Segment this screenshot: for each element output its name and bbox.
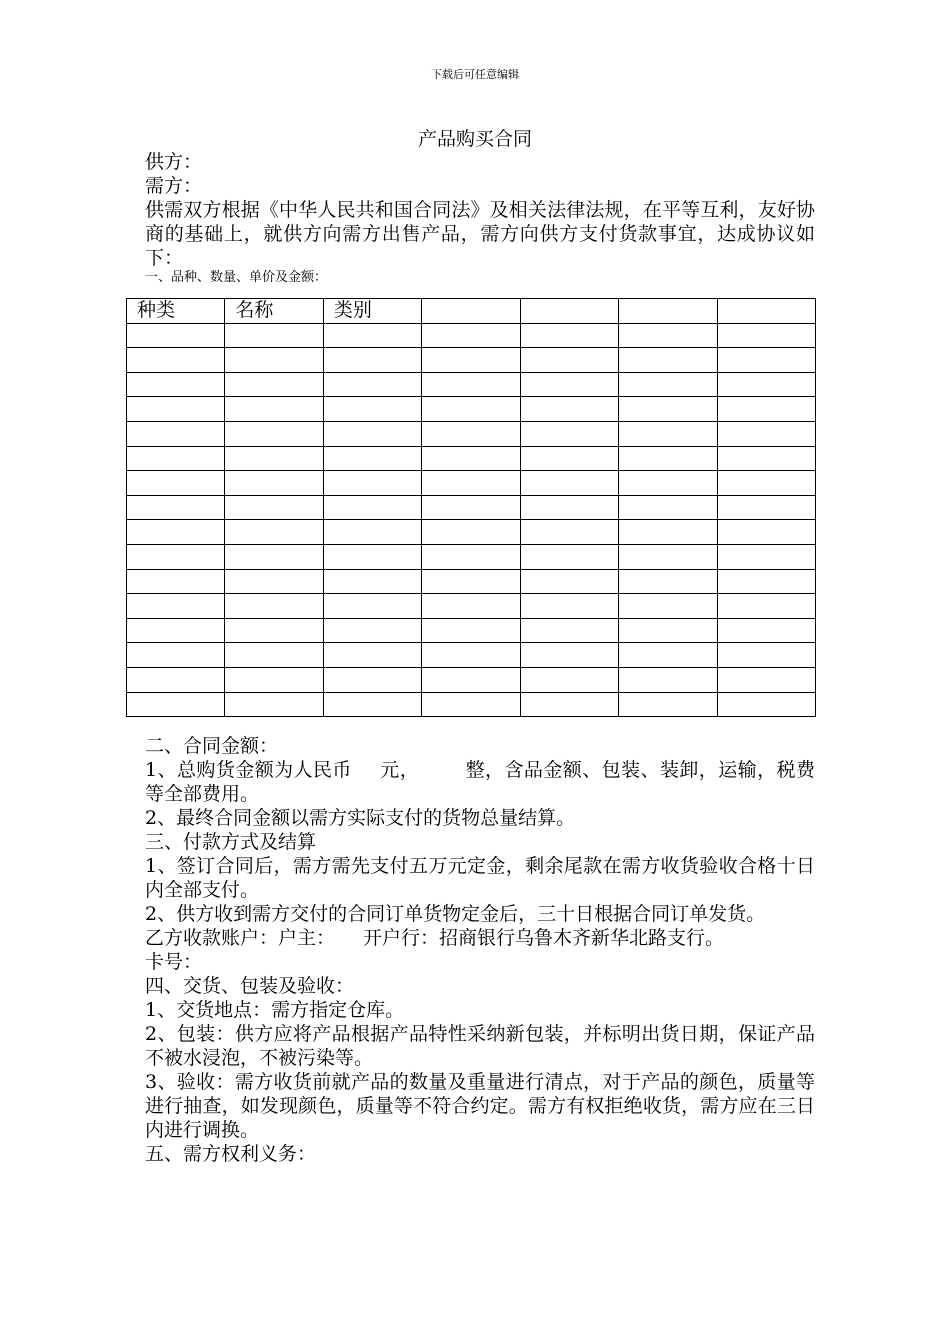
table-cell [225, 471, 323, 496]
table-cell [225, 372, 323, 397]
table-cell [225, 520, 323, 545]
table-cell [422, 372, 520, 397]
table-cell [323, 372, 421, 397]
table-cell [127, 667, 225, 692]
table-cell [422, 594, 520, 619]
table-cell [619, 372, 717, 397]
table-row [127, 569, 816, 594]
section-5-heading: 五、需方权利义务： [145, 1143, 317, 1165]
table-cell [127, 446, 225, 471]
table-cell [127, 323, 225, 348]
table-cell [323, 421, 421, 446]
table-cell [422, 569, 520, 594]
table-cell [619, 323, 717, 348]
card-number-label: 卡号： [145, 951, 203, 973]
contract-intro [145, 150, 815, 286]
table-cell [520, 397, 618, 422]
table-cell [225, 421, 323, 446]
table-cell [225, 397, 323, 422]
table-cell [127, 594, 225, 619]
table-cell [422, 643, 520, 668]
table-cell [619, 348, 717, 373]
amount-prefix: 1、总购货金额为人民币 [145, 759, 352, 781]
table-cell [127, 495, 225, 520]
table-cell [225, 594, 323, 619]
table-cell [323, 544, 421, 569]
table-cell [422, 348, 520, 373]
supplier-label: 供方： [145, 151, 203, 173]
table-cell [422, 446, 520, 471]
table-cell [520, 446, 618, 471]
table-cell [127, 421, 225, 446]
table-cell [717, 495, 815, 520]
table-cell [422, 618, 520, 643]
document-title: 产品购买合同 [417, 128, 532, 150]
table-cell [520, 323, 618, 348]
table-cell [717, 594, 815, 619]
table-header-row [127, 299, 816, 324]
table-cell [225, 569, 323, 594]
table-cell [225, 495, 323, 520]
account-bank: 开户行：招商银行乌鲁木齐新华北路支行。 [363, 927, 725, 949]
table-cell [619, 569, 717, 594]
table-cell [520, 618, 618, 643]
table-cell [127, 618, 225, 643]
header-cell [520, 299, 618, 324]
table-cell [619, 397, 717, 422]
table-row [127, 594, 816, 619]
table-cell [225, 544, 323, 569]
table-cell [323, 594, 421, 619]
table-cell [619, 643, 717, 668]
table-row [127, 618, 816, 643]
section-3-item-2: 2、供方收到需方交付的合同订单货物定金后，三十日根据合同订单发货。 [145, 903, 766, 925]
table-row [127, 348, 816, 373]
table-cell [127, 544, 225, 569]
section-4-heading: 四、交货、包装及验收： [145, 975, 355, 997]
table-row [127, 471, 816, 496]
table-row [127, 643, 816, 668]
table-cell [520, 372, 618, 397]
table-row [127, 397, 816, 422]
table-cell [619, 544, 717, 569]
header-cell: 名称 [225, 299, 323, 324]
table-cell [520, 520, 618, 545]
table-cell [422, 323, 520, 348]
table-cell [225, 618, 323, 643]
table-cell [225, 446, 323, 471]
table-cell [127, 692, 225, 717]
table-cell [717, 348, 815, 373]
header-cell: 种类 [127, 299, 225, 324]
table-cell [422, 495, 520, 520]
buyer-label: 需方： [145, 175, 203, 197]
amount-suffix: 整，含品金额、包装、装卸，运输，税费等全部费用。 [145, 759, 815, 805]
table-cell [422, 520, 520, 545]
table-cell [323, 323, 421, 348]
account-holder: 乙方收款账户：户主： [145, 927, 336, 949]
table-cell [619, 421, 717, 446]
table-cell [717, 446, 815, 471]
table-cell [225, 667, 323, 692]
table-cell [225, 692, 323, 717]
table-cell [323, 348, 421, 373]
table-cell [520, 569, 618, 594]
header-cell [619, 299, 717, 324]
table-cell [520, 643, 618, 668]
table-cell [520, 348, 618, 373]
table-row [127, 667, 816, 692]
table-cell [422, 692, 520, 717]
table-cell [323, 667, 421, 692]
table-cell [717, 397, 815, 422]
table-cell [619, 594, 717, 619]
table-cell [520, 421, 618, 446]
table-cell [717, 520, 815, 545]
table-cell [225, 323, 323, 348]
section-3-heading: 三、付款方式及结算 [145, 831, 317, 853]
header-cell [422, 299, 520, 324]
table-cell [422, 544, 520, 569]
table-row [127, 520, 816, 545]
table-cell [323, 692, 421, 717]
table-cell [619, 618, 717, 643]
table-row [127, 421, 816, 446]
table-cell [619, 692, 717, 717]
table-cell [717, 569, 815, 594]
table-cell [127, 372, 225, 397]
table-cell [619, 520, 717, 545]
table-row [127, 372, 816, 397]
table-cell [717, 643, 815, 668]
account-line [145, 926, 815, 950]
table-cell [619, 446, 717, 471]
contract-terms [145, 734, 815, 1166]
table-row [127, 692, 816, 717]
intro-paragraph: 供需双方根据《中华人民共和国合同法》及相关法律法规，在平等互利，友好协商的基础上，就供方向需方出售产品，需方向供方支付货款事宜，达成协议如下： [145, 199, 815, 269]
table-cell [717, 618, 815, 643]
header-cell: 类别 [323, 299, 421, 324]
table-cell [619, 495, 717, 520]
table-cell [520, 667, 618, 692]
table-cell [225, 348, 323, 373]
table-cell [323, 643, 421, 668]
section-4-item-3: 3、验收：需方收货前就产品的数量及重量进行清点，对于产品的颜色，质量等进行抽查，如发现颜色，质量等不符合约定。需方有权拒绝收货，需方应在三日内进行调换。 [145, 1071, 815, 1141]
table-cell [323, 495, 421, 520]
section-1-heading: 一、品种、数量、单价及金额： [145, 270, 328, 285]
section-2-heading: 二、合同金额： [145, 735, 279, 757]
table-cell [127, 397, 225, 422]
table-row [127, 446, 816, 471]
table-cell [127, 471, 225, 496]
table-cell [422, 667, 520, 692]
table-cell [127, 520, 225, 545]
table-cell [127, 348, 225, 373]
table-cell [619, 471, 717, 496]
section-4-item-1: 1、交货地点：需方指定仓库。 [145, 999, 405, 1021]
table-cell [520, 692, 618, 717]
table-cell [323, 618, 421, 643]
table-cell [717, 692, 815, 717]
table-cell [422, 421, 520, 446]
table-cell [619, 667, 717, 692]
table-cell [323, 446, 421, 471]
table-cell [520, 495, 618, 520]
table-row [127, 323, 816, 348]
table-cell [717, 323, 815, 348]
section-3-item-1: 1、签订合同后，需方需先支付五万元定金，剩余尾款在需方收货验收合格十日内全部支付。 [145, 855, 815, 901]
table-row [127, 495, 816, 520]
table-cell [127, 643, 225, 668]
header-note: 下载后可任意编辑 [431, 68, 519, 81]
header-cell [717, 299, 815, 324]
table-cell [323, 569, 421, 594]
table-cell [323, 397, 421, 422]
table-cell [717, 372, 815, 397]
table-cell [717, 544, 815, 569]
table-cell [323, 520, 421, 545]
amount-yuan: 元， [379, 759, 420, 781]
section-2-item-2: 2、最终合同金额以需方实际支付的货物总量结算。 [145, 807, 576, 829]
table-cell [717, 667, 815, 692]
table-cell [520, 544, 618, 569]
section-4-item-2: 2、包装：供方应将产品根据产品特性采纳新包装，并标明出货日期，保证产品不被水浸泡，不被污染等。 [145, 1023, 815, 1069]
table-cell [422, 471, 520, 496]
table-cell [127, 569, 225, 594]
table-cell [225, 643, 323, 668]
table-row [127, 544, 816, 569]
items-table [126, 298, 816, 717]
table-cell [717, 471, 815, 496]
table-cell [323, 471, 421, 496]
section-2-item-1 [145, 758, 815, 806]
table-cell [520, 471, 618, 496]
table-cell [520, 594, 618, 619]
table-cell [422, 397, 520, 422]
table-cell [717, 421, 815, 446]
